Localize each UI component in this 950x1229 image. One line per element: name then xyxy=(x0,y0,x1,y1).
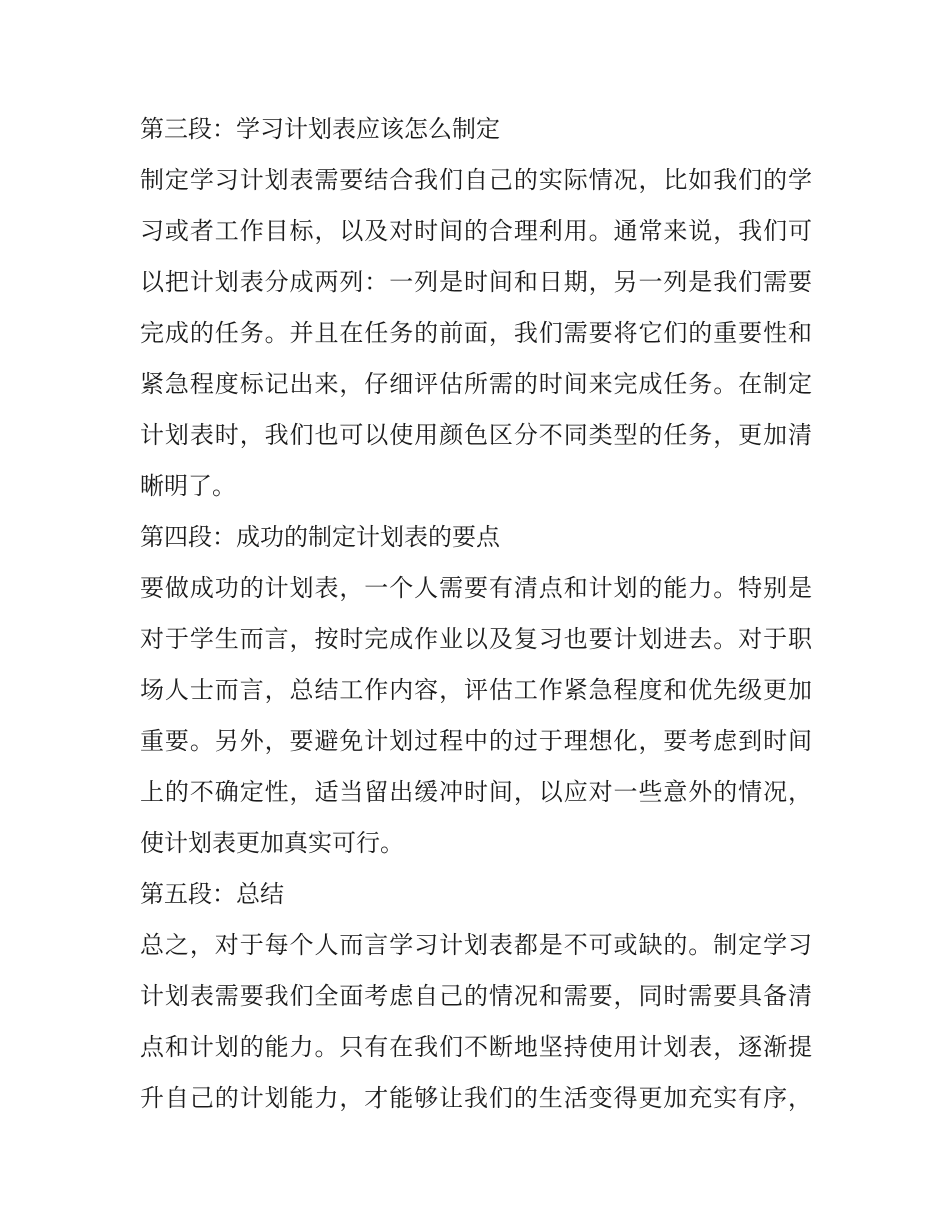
paragraph-line: 要做成功的计划表，一个人需要有清点和计划的能力。特别是 xyxy=(140,574,812,602)
paragraph-line: 计划表需要我们全面考虑自己的情况和需要，同时需要具备清 xyxy=(140,982,812,1010)
paragraph-line: 紧急程度标记出来，仔细评估所需的时间来完成任务。在制定 xyxy=(140,370,812,398)
paragraph-line: 使计划表更加真实可行。 xyxy=(140,829,404,857)
paragraph-line: 升自己的计划能力，才能够让我们的生活变得更加充实有序， xyxy=(140,1084,812,1112)
section-5-paragraph xyxy=(140,920,812,1124)
section-4-paragraph xyxy=(140,563,812,869)
section-3-paragraph xyxy=(140,155,812,512)
paragraph-line: 习或者工作目标，以及对时间的合理利用。通常来说，我们可 xyxy=(140,217,812,245)
paragraph-line: 重要。另外，要避免计划过程中的过于理想化，要考虑到时间 xyxy=(140,727,812,755)
document-body xyxy=(140,104,812,1124)
paragraph-line: 点和计划的能力。只有在我们不断地坚持使用计划表，逐渐提 xyxy=(140,1033,812,1061)
paragraph-line: 以把计划表分成两列：一列是时间和日期，另一列是我们需要 xyxy=(140,268,812,296)
paragraph-line: 晰明了。 xyxy=(140,472,236,500)
paragraph-line: 完成的任务。并且在任务的前面，我们需要将它们的重要性和 xyxy=(140,319,812,347)
section-4-heading: 第四段：成功的制定计划表的要点 xyxy=(140,523,500,551)
paragraph-line: 计划表时，我们也可以使用颜色区分不同类型的任务，更加清 xyxy=(140,421,812,449)
section-3-heading: 第三段：学习计划表应该怎么制定 xyxy=(140,115,500,143)
paragraph-line: 对于学生而言，按时完成作业以及复习也要计划进去。对于职 xyxy=(140,625,812,653)
paragraph-line: 制定学习计划表需要结合我们自己的实际情况，比如我们的学 xyxy=(140,166,812,194)
paragraph-line: 总之，对于每个人而言学习计划表都是不可或缺的。制定学习 xyxy=(140,931,812,959)
paragraph-line: 场人士而言，总结工作内容，评估工作紧急程度和优先级更加 xyxy=(140,676,812,704)
paragraph-line: 上的不确定性，适当留出缓冲时间，以应对一些意外的情况， xyxy=(140,778,812,806)
section-5-heading: 第五段：总结 xyxy=(140,880,284,908)
